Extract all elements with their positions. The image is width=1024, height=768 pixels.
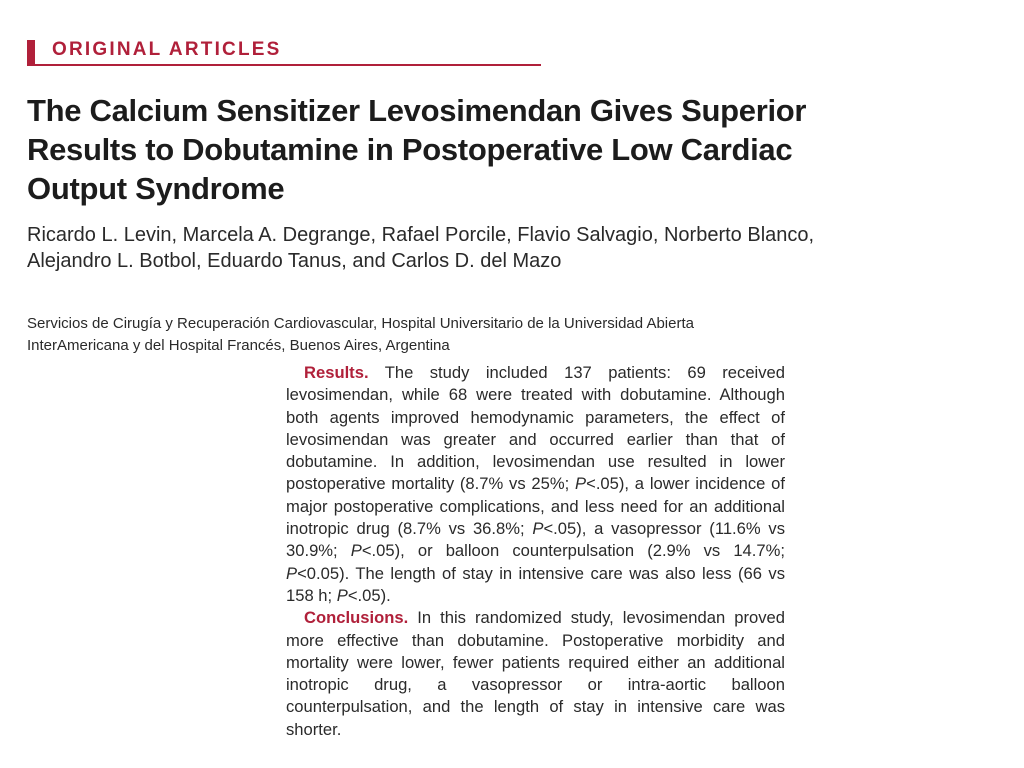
conclusions-text: In this randomized study, levosimendan proved more effective than dobutamine. Postoperative morbidity and mortality were lower, fewer patients required either an additional inotropic drug, a vasopressor or intra-aortic balloon counterpulsation, and the length of stay in intensive care was shorter. [286,608,785,739]
affiliation-line: Servicios de Cirugía y Recuperación Cardiovascular, Hospital Universitario de la Universidad Abierta [27,315,694,332]
conclusions-heading: Conclusions. [304,608,409,628]
author-line: Ricardo L. Levin, Marcela A. Degrange, Rafael Porcile, Flavio Salvagio, Norberto Blanco, [27,224,815,246]
title-line: Output Syndrome [27,171,285,206]
affiliation [27,313,927,357]
title-line: The Calcium Sensitizer Levosimendan Gives Superior [27,93,807,128]
section-divider [27,64,541,66]
results-text: The study included 137 patients: 69 received levosimendan, while 68 were treated with dobutamine. Although both agents improved hemodynamic parameters, the effect of levosimendan was greater and occurred earlier than that of dobutamine. In addition, levosimendan use resulted in lower postoperative mortality (8.7% vs 25%; P<.05), a lower incidence of major postoperative complications, and less need for an additional inotropic drug (8.7% vs 36.8%; P<.05), a vasopressor (11.6% vs 30.9%; P<.05), or balloon counterpulsation (2.9% vs 14.7%; P<0.05). The length of stay in intensive care was also less (66 vs 158 h; P<.05). [286,363,785,605]
section-header [27,38,541,66]
section-label: ORIGINAL ARTICLES [52,39,282,60]
abstract-results [286,362,785,607]
abstract-conclusions [286,607,785,741]
article-title [27,91,987,208]
affiliation-line: InterAmericana y del Hospital Francés, Buenos Aires, Argentina [27,337,450,354]
section-marker-bar [27,40,35,64]
author-line: Alejandro L. Botbol, Eduardo Tanus, and Carlos D. del Mazo [27,250,562,272]
author-list [27,222,1007,274]
title-line: Results to Dobutamine in Postoperative Low Cardiac [27,132,793,167]
abstract [286,362,785,741]
results-heading: Results. [304,363,369,382]
